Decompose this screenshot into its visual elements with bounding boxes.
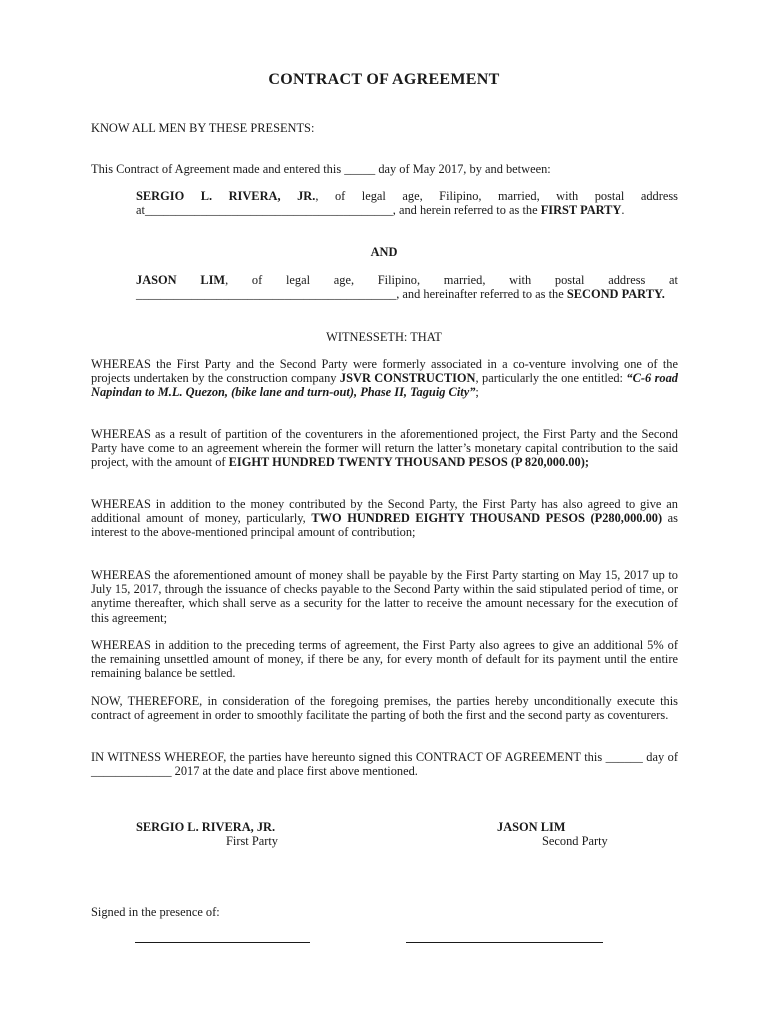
signatory-1-name: SERGIO L. RIVERA, JR.	[136, 820, 276, 834]
second-party-name: JASON LIM	[136, 273, 226, 287]
first-party-address-prefix: at	[136, 203, 145, 218]
whereas-1	[91, 357, 678, 400]
document-title: CONTRACT OF AGREEMENT	[268, 71, 500, 88]
witness-1-signature-line	[135, 942, 310, 943]
signatory-1-role: First Party	[226, 834, 278, 848]
whereas-2	[91, 427, 678, 470]
second-party-role: SECOND PARTY.	[566, 287, 665, 302]
second-party-address-blank: __________________________________________	[136, 287, 397, 302]
whereas-1-end: ;	[475, 385, 479, 400]
first-party-role: FIRST PARTY	[540, 203, 622, 218]
signed-presence-line: Signed in the presence of:	[91, 905, 220, 919]
know-all-line: KNOW ALL MEN BY THESE PRESENTS:	[91, 121, 315, 135]
whereas-2-text: WHEREAS as a result of partition of the coventurers in the aforementioned project, the First Party and the Second Party have come to an agreement wherein the former will return the latter’s monetary capital contribution to the said project, with the amount of	[91, 427, 678, 470]
witness-2-signature-line	[406, 942, 603, 943]
whereas-1-text-2: , particularly the one entitled:	[475, 371, 627, 386]
signatory-2-name: JASON LIM	[497, 820, 566, 834]
first-party-description: , of legal age, Filipino, married, with postal address	[315, 189, 678, 203]
second-party-description: , of legal age, Filipino, married, with postal address at	[225, 273, 679, 287]
first-party-role-end: .	[621, 203, 625, 218]
whereas-5: WHEREAS in addition to the preceding terms of agreement, the First Party also agrees to give an additional 5% of the remaining unsettled amount of money, if there be any, for every month of default for its payment until the entire remaining balance be settled.	[91, 638, 678, 681]
and-separator: AND	[370, 245, 398, 259]
signatory-2-role: Second Party	[542, 834, 608, 848]
first-party-address-blank: ________________________________________	[144, 203, 393, 218]
project-title: “C-6 road Napindan to M.L. Quezon, (bike lane and turn-out), Phase II, Taguig City”	[91, 371, 678, 400]
whereas-1-text: WHEREAS the First Party and the Second Party were formerly associated in a co-venture involving one of the projects undertaken by the construction company	[91, 357, 678, 386]
first-party-paragraph	[136, 189, 678, 217]
witnesseth-heading: WITNESSETH: THAT	[326, 330, 442, 344]
first-party-name: SERGIO L. RIVERA, JR.	[136, 189, 316, 203]
now-therefore-paragraph: NOW, THEREFORE, in consideration of the foregoing premises, the parties hereby unconditionally execute this contract of agreement in order to smoothly facilitate the parting of both the first and the second party as coventurers.	[91, 694, 678, 723]
whereas-3	[91, 497, 678, 540]
in-witness-paragraph: IN WITNESS WHEREOF, the parties have hereunto signed this CONTRACT OF AGREEMENT this ______ day of _____________ 2017 at the date and place first above mentioned.	[91, 750, 678, 779]
interest-amount: TWO HUNDRED EIGHTY THOUSAND PESOS (P280,000.00)	[311, 511, 663, 526]
capital-amount: EIGHT HUNDRED TWENTY THOUSAND PESOS (P 820,000.00);	[228, 455, 589, 470]
whereas-4: WHEREAS the aforementioned amount of money shall be payable by the First Party starting on May 15, 2017 up to July 15, 2017, through the issuance of checks payable to the Second Party within the said stipulated period of time, or anytime thereafter, which shall serve as a security for the latter to receive the amount necessary for the execution of this agreement;	[91, 568, 678, 625]
whereas-3-text-2: as interest to the above-mentioned principal amount of contribution;	[91, 511, 678, 540]
whereas-3-text: WHEREAS in addition to the money contributed by the Second Party, the First Party has also agreed to give an additional amount of money, particularly,	[91, 497, 678, 526]
second-party-address-suffix: , and hereinafter referred to as the	[396, 287, 564, 302]
first-party-address-suffix: , and herein referred to as the	[392, 203, 538, 218]
company-name: JSVR CONSTRUCTION	[339, 371, 476, 386]
intro-paragraph: This Contract of Agreement made and entered this _____ day of May 2017, by and between:	[91, 162, 551, 176]
second-party-paragraph	[136, 273, 678, 301]
